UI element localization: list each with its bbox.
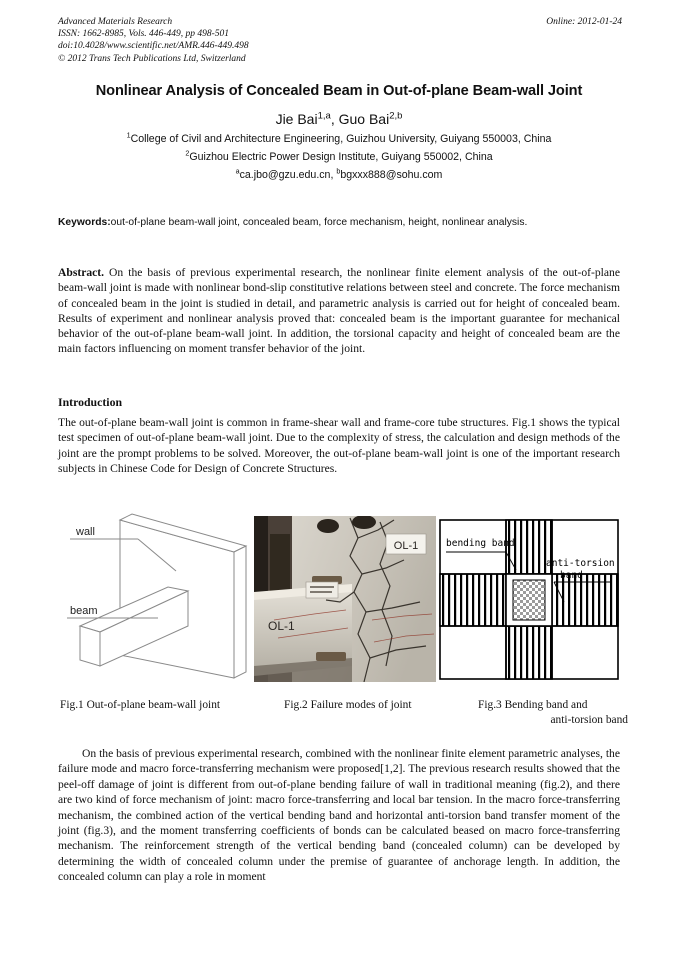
keywords-label: Keywords: — [58, 217, 111, 228]
email-1-sup: a — [235, 166, 240, 176]
keywords-text: out-of-plane beam-wall joint, concealed beam, force mechanism, height, nonlinear analysis. — [110, 217, 528, 228]
author-2-name: Guo Bai — [338, 111, 390, 127]
journal-name: Advanced Materials Research — [58, 17, 173, 27]
figure-2-tag-lower: OL-1 — [268, 619, 295, 633]
figure-3-svg — [436, 516, 622, 683]
author-1-name: Jie Bai — [275, 111, 318, 127]
author-2-sup: 2,b — [389, 110, 403, 122]
abstract-section — [58, 265, 620, 357]
figure-2-caption: Fig.2 Failure modes of joint — [284, 699, 412, 711]
email-2-sup: b — [336, 166, 341, 176]
figure-3-antitorsion-band-label-line1: anti-torsion — [546, 558, 615, 569]
online-date: Online: 2012-01-24 — [546, 17, 622, 27]
affiliation-1-text: College of Civil and Architecture Engineering, Guizhou University, Guiyang 550003, China — [130, 133, 552, 145]
authors-block — [40, 108, 638, 181]
figure-captions — [58, 698, 628, 738]
journal-header — [58, 16, 622, 65]
doi-line: doi:10.4028/www.scientific.net/AMR.446-449.498 — [58, 41, 249, 52]
copyright-line: © 2012 Trans Tech Publications Ltd, Switzerland — [58, 53, 246, 64]
introduction-paragraph: The out-of-plane beam-wall joint is common in frame-shear wall and frame-core tube structures. Fig.1 shows the typical test specimen of out-of-plane beam-wall joint. Due to the complexity of stress, the calculation and design methods of the joint are the prompt problems to be solved. Moreover, the out-of-plane beam-wall joint is one of the important research subjects in Chinese Code for Design of Concrete Structures. — [58, 416, 620, 476]
figure-2-svg — [254, 516, 436, 682]
figure-3-antitorsion-band-label-line2: band — [560, 570, 583, 581]
author-names — [40, 111, 638, 127]
email-2: bgxxx888@sohu.com — [340, 169, 443, 181]
figure-1-beam-label: beam — [70, 605, 98, 617]
issn-line: ISSN: 1662-8985, Vols. 446-449, pp 498-501 — [58, 29, 229, 40]
figure-3-caption-line2: anti-torsion band — [550, 714, 628, 727]
affiliation-2-text: Guizhou Electric Power Design Institute, Guiyang 550002, China — [189, 151, 493, 163]
figure-1-wall-label: wall — [76, 526, 95, 538]
author-1-sup: 1,a — [317, 110, 331, 122]
figure-3-caption — [478, 698, 628, 729]
affiliation-2 — [40, 148, 638, 163]
figure-2-tag-upper: OL-1 — [393, 540, 419, 552]
keywords-section — [58, 216, 620, 231]
figure-3-image — [436, 516, 622, 683]
figure-1-caption: Fig.1 Out-of-plane beam-wall joint — [60, 699, 221, 711]
figure-3-caption-line1: Fig.3 Bending band and — [478, 699, 588, 711]
affiliation-1-sup: 1 — [126, 130, 131, 140]
abstract-label: Abstract. — [58, 266, 105, 279]
figure-2-image — [254, 516, 436, 682]
affiliation-2-sup: 2 — [185, 148, 190, 158]
figures-row — [58, 508, 622, 688]
figure-1-svg — [58, 508, 254, 688]
author-emails — [40, 166, 638, 181]
figure-1-image — [58, 508, 254, 688]
email-1: ca.jbo@gzu.edu.cn, — [239, 169, 337, 181]
figure-3-bending-band-label: bending band — [446, 538, 515, 549]
introduction-heading: Introduction — [58, 395, 123, 409]
affiliation-1 — [40, 130, 638, 145]
journal-meta — [58, 16, 249, 65]
author-separator: , — [330, 111, 339, 127]
abstract-text: On the basis of previous experimental research, the nonlinear finite element analysis of the out-of-plane beam-wall joint is made with nonlinear bond-slip constitutive relations between steel and concrete. The force mechanism of concealed beam in the joint is studied in detail, and parametric analysis is carried out for height of concealed beam. Results of experiment and nonlinear analysis proved that: concealed beam is the important guarantee for mechanical behavior of the out-of-plane beam-wall joint. In addition, the torsional capacity and height of concealed beam are the main factors influencing on moment transfer behavior of the joint. — [58, 266, 620, 356]
body-paragraph: On the basis of previous experimental research, combined with the nonlinear finite element parametric analyses, the failure mode and macro force-transferring mechanism were proposed[1,2]. The previous research results showed that the peel-off damage of joint is different from out-of-plane bending failure of wall in traditional meaning (fig.2), and there are two kind of force mechanism of joint: macro force-transferring and local bar tension. In the macro force-transferring mechanism, the combined action of the vertical bending band and horizontal anti-torsion band transfer moment of the joint (fig.3), and the moment transferring coefficients of bonds can be calculated beased on macro force-transferring mechanism. The reinforcement strength of the vertical bending band (concealed column) can be developed by determining the width of concealed column under the premise of guarantee of anchorage length. In addition, the concealed column can play a role in moment — [58, 747, 620, 884]
page-title: Nonlinear Analysis of Concealed Beam in Out-of-plane Beam-wall Joint — [95, 83, 583, 99]
